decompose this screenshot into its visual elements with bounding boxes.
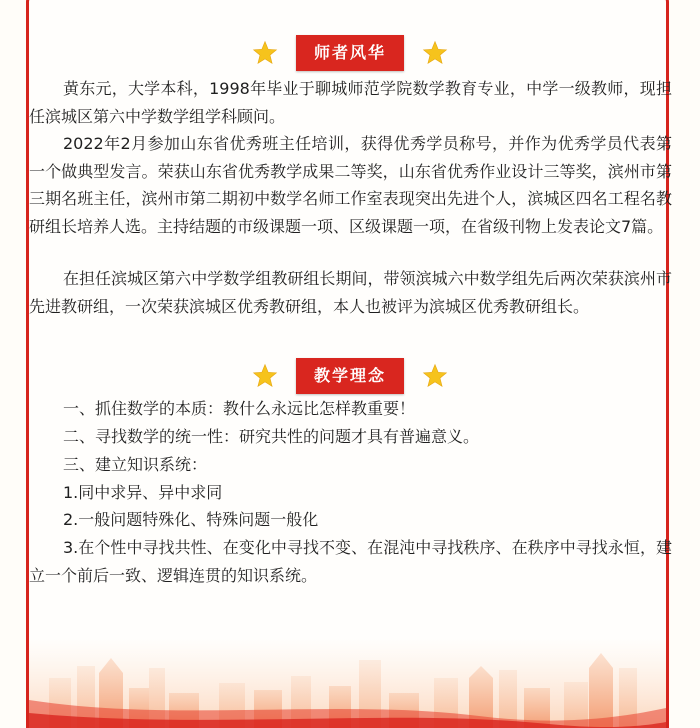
star-icon xyxy=(252,363,278,389)
philosophy-item: 3.在个性中寻找共性、在变化中寻找不变、在混沌中寻找秩序、在秩序中寻找永恒，建立一个前后一致、逻辑连贯的知识系统。 xyxy=(29,538,672,585)
section-title: 教学理念 xyxy=(296,358,404,394)
bio-paragraph: 在担任滨城区第六中学数学组教研组长期间，带领滨城六中数学组先后两次荣获滨州市先进教研组，一次荣获滨城区优秀教研组，本人也被评为滨城区优秀教研组长。 xyxy=(29,269,672,316)
bio-paragraph: 黄东元，大学本科，1998年毕业于聊城师范学院数学教育专业，中学一级教师，现担任滨城区第六中学数学组学科顾问。 xyxy=(29,79,672,126)
section-title: 师者风华 xyxy=(296,35,404,71)
philosophy-item: 一、抓住数学的本质：教什么永远比怎样教重要！ xyxy=(63,399,416,418)
bio-paragraph: 2022年2月参加山东省优秀班主任培训，获得优秀学员称号，并作为优秀学员代表第一个做典型发言。荣获山东省优秀教学成果二等奖，山东省优秀作业设计三等奖，滨州市第三期名班主任，滨州市第二期初中数学名师工作室表现突出先进个人，滨城区四名工程名教研组长培养人选。主持结题的市级课题一项、区级课题一项，在省级刊物上发表论文7篇。 xyxy=(29,134,672,236)
philosophy-item: 2.一般问题特殊化、特殊问题一般化 xyxy=(63,510,319,529)
philosophy-item: 三、建立知识系统： xyxy=(63,455,208,474)
star-icon xyxy=(252,40,278,66)
star-icon xyxy=(422,363,448,389)
section-heading-2 xyxy=(0,356,700,396)
section-heading-1 xyxy=(0,33,700,73)
philosophy-item: 1.同中求异、异中求同 xyxy=(63,483,223,502)
philosophy-item: 二、寻找数学的统一性：研究共性的问题才具有普遍意义。 xyxy=(63,427,480,446)
city-skyline-decoration xyxy=(29,638,666,728)
star-icon xyxy=(422,40,448,66)
